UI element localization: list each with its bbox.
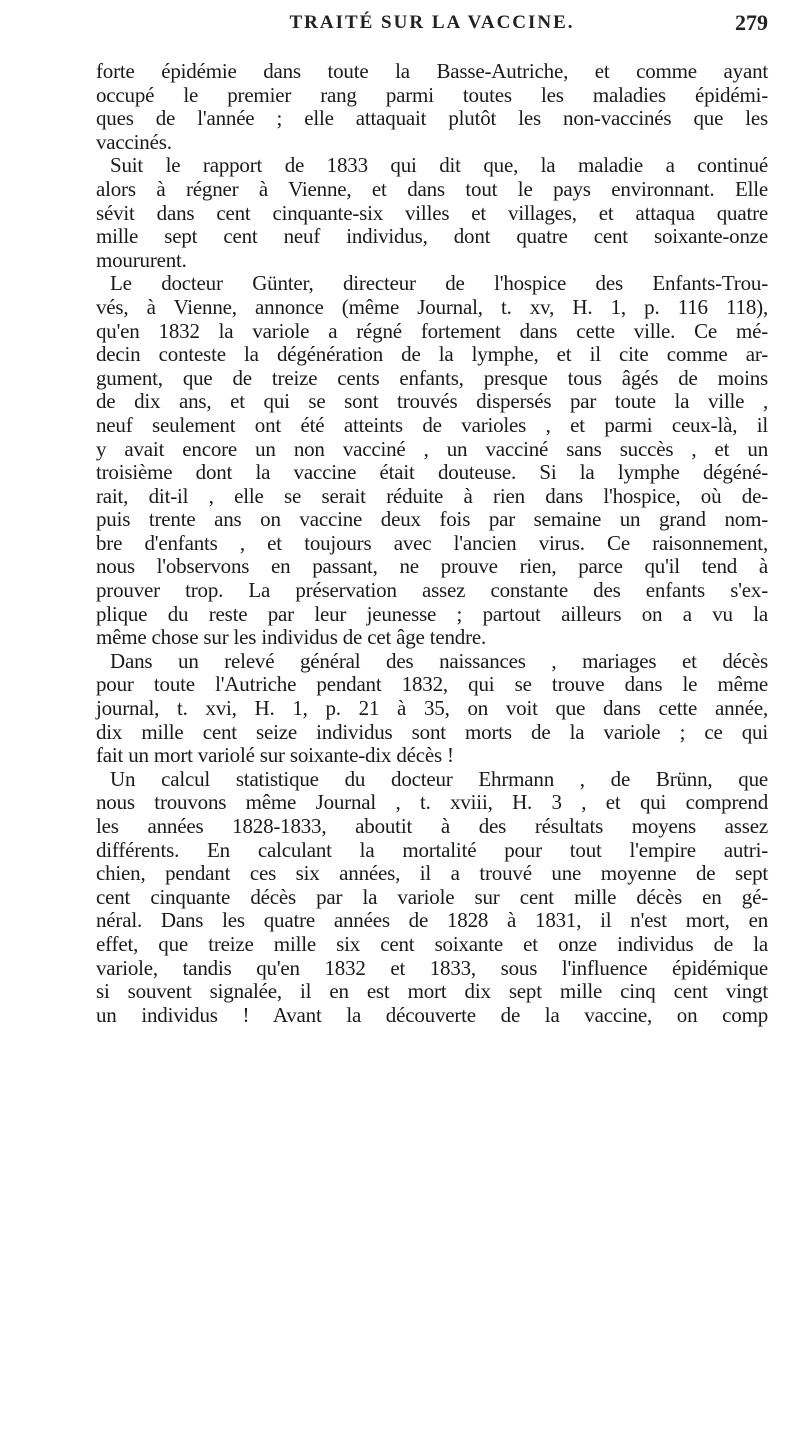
text-line: neuf seulement ont été atteints de varioles , et parmi ceux-là, il [96,412,768,437]
text-line: y avait encore un non vacciné , un vacciné sans succès , et un [96,436,768,461]
text-line: chien, pendant ces six années, il a trouvé une moyenne de sept [96,861,768,886]
text-line: sévit dans cent cinquante-six villes et villages, et attaqua quatre [96,200,768,225]
text-line: Suit le rapport de 1833 qui dit que, la maladie a continué [110,153,768,178]
text-line: un individus ! Avant la découverte de la vaccine, on comp [96,1002,768,1027]
text-line: moururent. [96,247,187,272]
running-title: TRAITÉ SUR LA VACCINE. [289,12,575,33]
text-line: les années 1828-1833, aboutit à des résultats moyens assez [96,814,768,838]
text-line: effet, que treize mille six cent soixante et onze individus de la [96,931,768,956]
text-line: puis trente ans on vaccine deux fois par semaine un grand nom- [96,507,768,532]
text-line: vaccinés. [96,129,172,154]
text-line: alors à régner à Vienne, et dans tout le pays environnant. Elle [96,176,768,201]
text-line: mille sept cent neuf individus, dont quatre cent soixante-onze [96,224,768,249]
text-line: pour toute l'Autriche pendant 1832, qui se trouve dans le même [96,672,768,697]
text-line: fait un mort variolé sur soixante-dix décès ! [96,743,454,768]
text-line: ques de l'année ; elle attaquait plutôt les non-vaccinés que les [96,106,768,131]
page-number: 279 [735,10,768,35]
text-line: même chose sur les individus de cet âge tendre. [96,625,487,650]
text-line: rait, dit-il , elle se serait réduite à rien dans l'hospice, où de- [96,483,768,508]
text-line: Le docteur Günter, directeur de l'hospice des Enfants-Trou- [110,271,768,296]
text-line: si souvent signalée, il en est mort dix sept mille cinq cent vingt [96,979,768,1004]
running-head [96,6,768,38]
text-line: cent cinquante décès par la variole sur cent mille décès en gé- [96,884,768,909]
text-line: dix mille cent seize individus sont morts de la variole ; ce qui [96,719,768,744]
text-line: différents. En calculant la mortalité pour tout l'empire autri- [96,837,768,862]
text-line: prouver trop. La préservation assez constante des enfants s'ex- [96,578,768,603]
body-text [96,60,768,1027]
text-line: plique du reste par leur jeunesse ; partout ailleurs on a vu la [96,601,768,626]
text-line: nous trouvons même Journal , t. xviii, H. 3 , et qui comprend [96,790,768,815]
text-line: néral. Dans les quatre années de 1828 à 1831, il n'est mort, en [96,908,768,933]
text-line: journal, t. xvi, H. 1, p. 21 à 35, on voit que dans cette année, [96,696,768,721]
text-line: gument, que de treize cents enfants, presque tous âgés de moins [96,365,768,390]
text-line: decin conteste la dégénération de la lymphe, et il cite comme ar- [96,342,768,367]
text-line: forte épidémie dans toute la Basse-Autriche, et comme ayant [96,59,768,83]
text-line: de dix ans, et qui se sont trouvés dispersés par toute la ville , [96,389,768,414]
text-line: variole, tandis qu'en 1832 et 1833, sous l'influence épidémique [96,955,768,980]
text-line: nous l'observons en passant, ne prouve rien, parce qu'il tend à [96,554,768,579]
text-line: troisième dont la vaccine était douteuse. Si la lymphe dégéné- [96,460,768,485]
text-line: Dans un relevé général des naissances , mariages et décès [110,648,768,673]
text-line: bre d'enfants , et toujours avec l'ancien virus. Ce raisonnement, [96,530,768,555]
text-line: vés, à Vienne, annonce (même Journal, t. xv, H. 1, p. 116 118), [96,294,768,319]
text-line: occupé le premier rang parmi toutes les maladies épidémi- [96,82,768,107]
text-line: Un calcul statistique du docteur Ehrmann , de Brünn, que [110,766,768,791]
text-line: qu'en 1832 la variole a régné fortement dans cette ville. Ce mé- [96,318,768,343]
